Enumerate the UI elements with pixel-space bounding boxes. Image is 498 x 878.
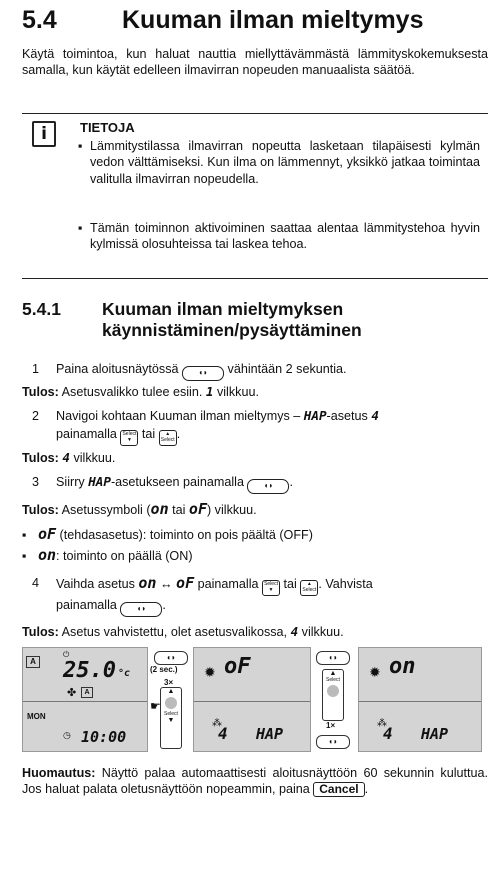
press-icon bbox=[165, 697, 177, 709]
press-icon bbox=[327, 685, 339, 697]
info-box bbox=[22, 113, 488, 279]
subsection-title: 5.4.1 Kuuman ilman mieltymyksen käynnistäminen/pysäyttäminen bbox=[22, 299, 362, 340]
section-title bbox=[22, 6, 423, 35]
select-button-pair[interactable]: ▲ Select ▼ bbox=[160, 687, 182, 749]
fan-icon: ◖◗ bbox=[263, 481, 274, 490]
clock-readout: 10:00 bbox=[81, 728, 127, 746]
sun-icon: ✹ bbox=[204, 664, 216, 680]
day-label: MON bbox=[27, 712, 46, 721]
intro-paragraph: Käytä toimintoa, kun haluat nauttia miellyttävämmästä lämmityskokemuksesta samalla, kun käytät edelleen ilmavirran nopeuden manuaalista säätöä. bbox=[22, 47, 488, 78]
lcd-setting-off bbox=[193, 647, 311, 752]
remote-step-a: ◖◗ (2 sec.) 3× ▲ Select ▼ ☛ bbox=[150, 651, 192, 751]
auto-fan-icon: A bbox=[81, 687, 93, 698]
fan-icon: ◖◗ bbox=[136, 604, 147, 613]
temperature-unit: °c bbox=[118, 668, 131, 679]
sun-icon: ✹ bbox=[369, 664, 381, 680]
lcd-setting-on bbox=[358, 647, 482, 752]
note-paragraph: Huomautus: Näyttö palaa automaattisesti aloitusnäyttöön 60 sekunnin kuluttua. Jos haluat palata oletusnäyttöön nopeammin, paina Cancel . bbox=[22, 766, 489, 797]
select-down-button[interactable]: Select ▼ bbox=[120, 430, 138, 446]
select-down-button[interactable]: Select ▼ bbox=[262, 580, 280, 596]
bullet-icon: ▪ bbox=[22, 528, 27, 542]
lcd-home-screen bbox=[22, 647, 148, 752]
bullet-icon: ▪ bbox=[78, 139, 83, 153]
select-up-button[interactable]: ▲ Select bbox=[300, 580, 318, 596]
power-icon: ⏻ bbox=[63, 650, 70, 659]
result-3: Tulos: Asetussymboli (on tai oF) vilkkuu. bbox=[22, 500, 257, 518]
bullet-icon: ▪ bbox=[22, 549, 27, 563]
fan-icon: ◖◗ bbox=[166, 653, 176, 662]
fan-icon: ◖◗ bbox=[328, 653, 338, 662]
fan-button[interactable] bbox=[247, 479, 289, 494]
setting-code: 4 bbox=[218, 724, 228, 743]
fan-button[interactable] bbox=[182, 366, 224, 381]
fan-speed-icon: ✤ bbox=[67, 687, 77, 699]
section-title-text: Kuuman ilman mieltymys bbox=[122, 6, 424, 34]
section-number: 5.4 bbox=[22, 6, 57, 34]
setting-code: 4 bbox=[383, 724, 393, 743]
fan-button[interactable] bbox=[154, 651, 188, 665]
fan-icon: ◖◗ bbox=[198, 368, 208, 377]
result-2: Tulos: 4 vilkkuu. bbox=[22, 450, 116, 465]
lcd-divider bbox=[23, 701, 147, 702]
clock-icon: ◷ bbox=[63, 730, 71, 740]
info-bullet: ▪ Tämän toiminnon aktivoiminen saattaa alentaa lämmitystehoa hyvin kylmissä olosuhteissa tai laskea tehoa. bbox=[78, 221, 480, 252]
fan-button[interactable] bbox=[316, 735, 350, 749]
auto-mode-icon: A bbox=[26, 656, 40, 668]
setting-mode: HAP bbox=[421, 725, 449, 743]
info-title: TIETOJA bbox=[80, 120, 135, 135]
blink-icon: ⁂ bbox=[377, 718, 387, 729]
setting-value: on bbox=[389, 654, 416, 679]
bullet-icon: ▪ bbox=[78, 221, 83, 235]
select-button-pair[interactable]: ▲ Select bbox=[322, 669, 344, 721]
result-1: Tulos: Asetusvalikko tulee esiin. 1 vilkkuu. bbox=[22, 384, 259, 399]
step-3: 3 Siirry HAP-asetukseen painamalla ◖◗ . bbox=[32, 474, 488, 494]
fan-icon: ◖◗ bbox=[328, 737, 338, 746]
cancel-button[interactable]: Cancel bbox=[313, 782, 364, 797]
setting-value: oF bbox=[224, 654, 251, 679]
result-4: Tulos: Asetus vahvistettu, olet asetusvalikossa, 4 vilkkuu. bbox=[22, 624, 344, 639]
temperature-readout: 25.0 bbox=[63, 658, 116, 683]
step-2: 2 Navigoi kohtaan Kuuman ilman mieltymys – HAP-asetus 4 painamalla Select ▼ tai ▲ Select . bbox=[32, 408, 488, 446]
step-1: 1 Paina aloitusnäytössä ◖◗ vähintään 2 sekuntia. bbox=[32, 361, 488, 381]
subsection-number: 5.4.1 bbox=[22, 299, 61, 319]
select-up-button[interactable]: ▲ Select bbox=[159, 430, 177, 446]
setting-mode: HAP bbox=[256, 725, 284, 743]
option-on: ▪ on: toiminto on päällä (ON) bbox=[22, 546, 193, 564]
fan-button[interactable] bbox=[316, 651, 350, 665]
info-bullet: ▪ Lämmitystilassa ilmavirran nopeutta lasketaan tilapäisesti kylmän vedon välttämiseksi. Kun ilma on lämmennyt, yksikkö jatkaa toimintaa valitulla ilmavirran nopeudella. bbox=[78, 139, 480, 186]
blink-icon: ⁂ bbox=[212, 718, 222, 729]
fan-button[interactable] bbox=[120, 602, 162, 617]
remote-step-b: ◖◗ ▲ Select 1× ◖◗ bbox=[314, 651, 354, 751]
info-icon: i bbox=[32, 121, 56, 147]
option-off: ▪ oF (tehdasasetus): toiminto on pois päältä (OFF) bbox=[22, 525, 313, 543]
step-4: 4 Vaihda asetus on ↔ oF painamalla Select ▼ tai ▲ Select . Vahvista painamalla ◖◗ . bbox=[32, 575, 488, 617]
lcd-divider bbox=[359, 701, 481, 702]
lcd-divider bbox=[194, 701, 310, 702]
hand-pointer-icon: ☛ bbox=[150, 699, 161, 713]
